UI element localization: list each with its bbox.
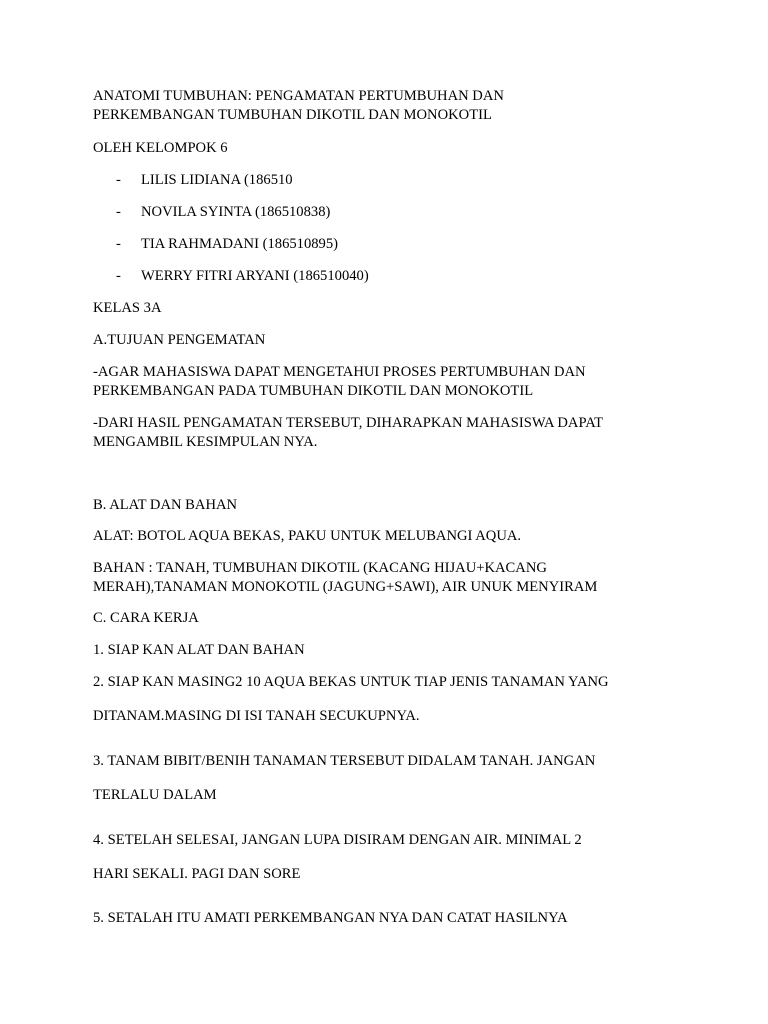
section-a-heading: A.TUJUAN PENGEMATAN (93, 332, 266, 348)
title-line-2: PERKEMBANGAN TUMBUHAN DIKOTIL DAN MONOKOTIL (93, 107, 492, 123)
section-c-heading: C. CARA KERJA (93, 610, 199, 626)
member-bullet: - (116, 268, 121, 284)
step-5: 5. SETALAH ITU AMATI PERKEMBANGAN NYA DAN CATAT HASILNYA (93, 910, 568, 926)
step-2-line-2: DITANAM.MASING DI ISI TANAH SECUKUPNYA. (93, 708, 420, 724)
group-label: OLEH KELOMPOK 6 (93, 140, 228, 156)
section-b-bahan-line-1: BAHAN : TANAH, TUMBUHAN DIKOTIL (KACANG HIJAU+KACANG (93, 560, 547, 576)
section-b-bahan-line-2: MERAH),TANAMAN MONOKOTIL (JAGUNG+SAWI), AIR UNUK MENYIRAM (93, 579, 598, 595)
section-a-item-2-line-1: -DARI HASIL PENGAMATAN TERSEBUT, DIHARAPKAN MAHASISWA DAPAT (93, 415, 604, 431)
member-1: LILIS LIDIANA (186510 (141, 172, 293, 188)
section-a-item-2-line-2: MENGAMBIL KESIMPULAN NYA. (93, 434, 318, 450)
class-label: KELAS 3A (93, 300, 162, 316)
step-1: 1. SIAP KAN ALAT DAN BAHAN (93, 642, 305, 658)
step-2-line-1: 2. SIAP KAN MASING2 10 AQUA BEKAS UNTUK TIAP JENIS TANAMAN YANG (93, 674, 609, 690)
section-a-item-1-line-1: -AGAR MAHASISWA DAPAT MENGETAHUI PROSES PERTUMBUHAN DAN (93, 364, 586, 380)
member-3: TIA RAHMADANI (186510895) (141, 236, 339, 252)
member-bullet: - (116, 236, 121, 252)
section-b-heading: B. ALAT DAN BAHAN (93, 497, 238, 513)
step-4-line-1: 4. SETELAH SELESAI, JANGAN LUPA DISIRAM DENGAN AIR. MINIMAL 2 (93, 832, 582, 848)
member-2: NOVILA SYINTA (186510838) (141, 204, 331, 220)
section-a-item-1-line-2: PERKEMBANGAN PADA TUMBUHAN DIKOTIL DAN MONOKOTIL (93, 383, 534, 399)
title-line-1: ANATOMI TUMBUHAN: PENGAMATAN PERTUMBUHAN DAN (93, 88, 504, 104)
step-4-line-2: HARI SEKALI. PAGI DAN SORE (93, 866, 301, 882)
member-bullet: - (116, 204, 121, 220)
step-3-line-2: TERLALU DALAM (93, 787, 217, 803)
step-3-line-1: 3. TANAM BIBIT/BENIH TANAMAN TERSEBUT DIDALAM TANAH. JANGAN (93, 753, 596, 769)
section-b-alat: ALAT: BOTOL AQUA BEKAS, PAKU UNTUK MELUBANGI AQUA. (93, 528, 522, 544)
member-4: WERRY FITRI ARYANI (186510040) (141, 268, 369, 284)
member-bullet: - (116, 172, 121, 188)
